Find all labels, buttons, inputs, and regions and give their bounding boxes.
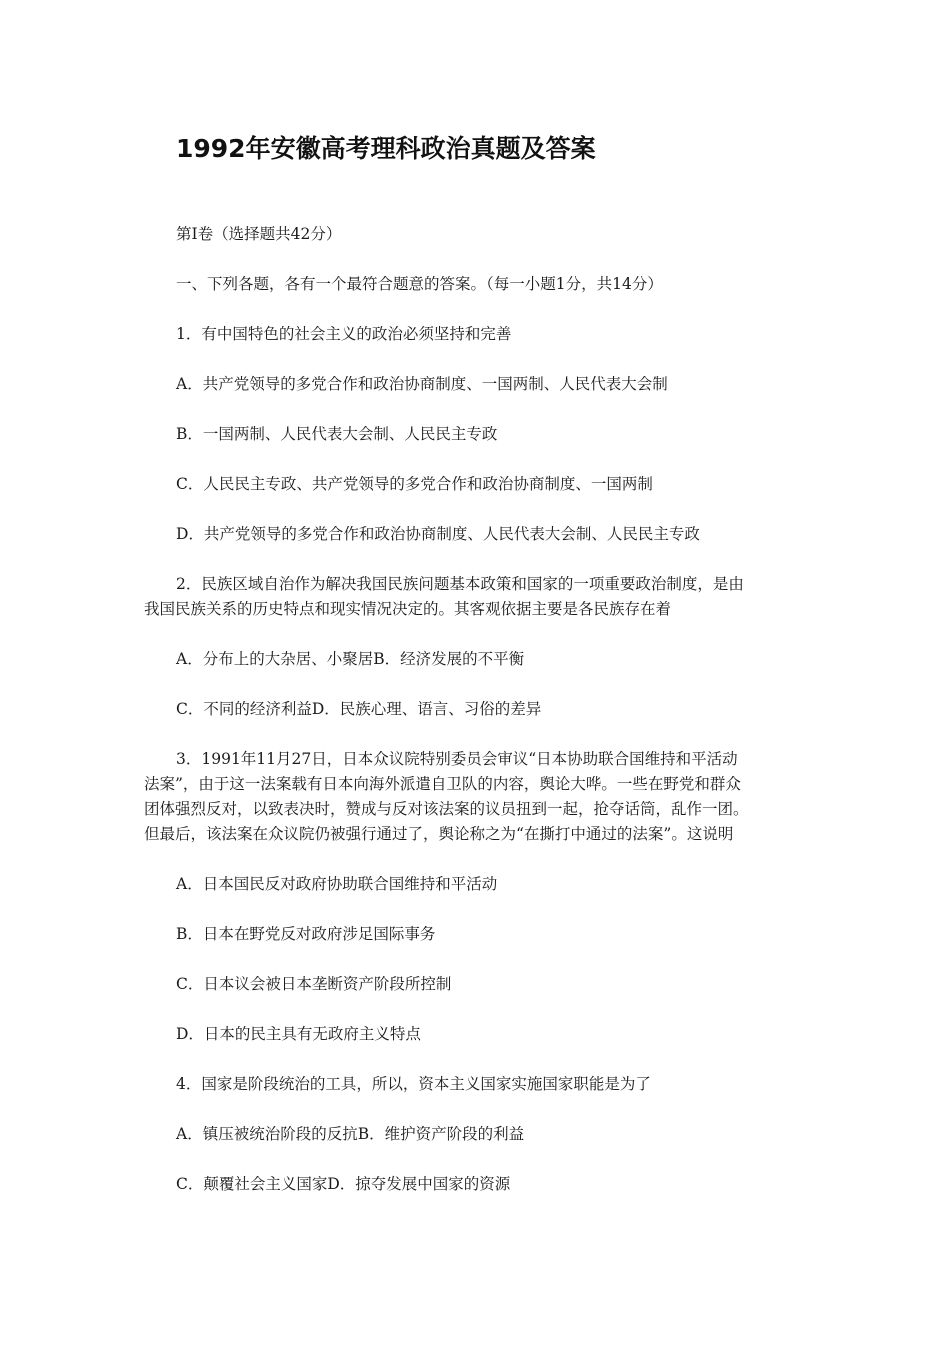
question-3-option-b: B．日本在野党反对政府涉足国际事务 bbox=[176, 925, 436, 943]
question-3-stem-line: 团体强烈反对，以致表决时，赞成与反对该法案的议员扭到一起，抢夺话筒，乱作一团。 bbox=[144, 800, 749, 818]
question-2-stem bbox=[144, 572, 808, 622]
question-2-stem-line: 我国民族关系的历史特点和现实情况决定的。其客观依据主要是各民族存在着 bbox=[144, 600, 672, 618]
question-3-stem-line: 法案”，由于这一法案载有日本向海外派遣自卫队的内容，舆论大哗。一些在野党和群众 bbox=[144, 775, 741, 793]
question-4-options-ab: A．镇压被统治阶段的反抗B．维护资产阶段的利益 bbox=[176, 1125, 525, 1143]
question-3-stem-line: 但最后，该法案在众议院仍被强行通过了，舆论称之为“在撕打中通过的法案”。这说明 bbox=[144, 825, 734, 843]
question-2-options-cd: C．不同的经济利益D．民族心理、语言、习俗的差异 bbox=[176, 700, 542, 718]
question-1-option-a: A．共产党领导的多党合作和政治协商制度、一国两制、人民代表大会制 bbox=[176, 375, 668, 393]
question-3-option-a: A．日本国民反对政府协助联合国维持和平活动 bbox=[176, 875, 498, 893]
section-heading: 第I卷（选择题共42分） bbox=[176, 225, 342, 243]
question-3-stem-line: 3．1991年11月27日，日本众议院特别委员会审议“日本协助联合国维持和平活动 bbox=[176, 750, 738, 768]
part-instruction: 一、下列各题，各有一个最符合题意的答案。（每一小题1分，共14分） bbox=[176, 275, 663, 293]
question-3-option-c: C．日本议会被日本垄断资产阶段所控制 bbox=[176, 975, 452, 993]
question-4-stem: 4．国家是阶段统治的工具，所以，资本主义国家实施国家职能是为了 bbox=[176, 1075, 651, 1093]
question-1-stem: 1．有中国特色的社会主义的政治必须坚持和完善 bbox=[176, 325, 512, 343]
question-3-stem bbox=[144, 747, 808, 847]
document-title: 1992年安徽高考理科政治真题及答案 bbox=[176, 134, 596, 163]
question-1-option-c: C．人民民主专政、共产党领导的多党合作和政治协商制度、一国两制 bbox=[176, 475, 653, 493]
question-1-option-b: B．一国两制、人民代表大会制、人民民主专政 bbox=[176, 425, 498, 443]
question-2-stem-line: 2．民族区域自治作为解决我国民族问题基本政策和国家的一项重要政治制度，是由 bbox=[176, 575, 744, 593]
question-1-option-d: D．共产党领导的多党合作和政治协商制度、人民代表大会制、人民民主专政 bbox=[176, 525, 700, 543]
question-3-option-d: D．日本的民主具有无政府主义特点 bbox=[176, 1025, 421, 1043]
question-4-options-cd: C．颠覆社会主义国家D．掠夺发展中国家的资源 bbox=[176, 1175, 511, 1193]
question-2-options-ab: A．分布上的大杂居、小聚居B．经济发展的不平衡 bbox=[176, 650, 525, 668]
